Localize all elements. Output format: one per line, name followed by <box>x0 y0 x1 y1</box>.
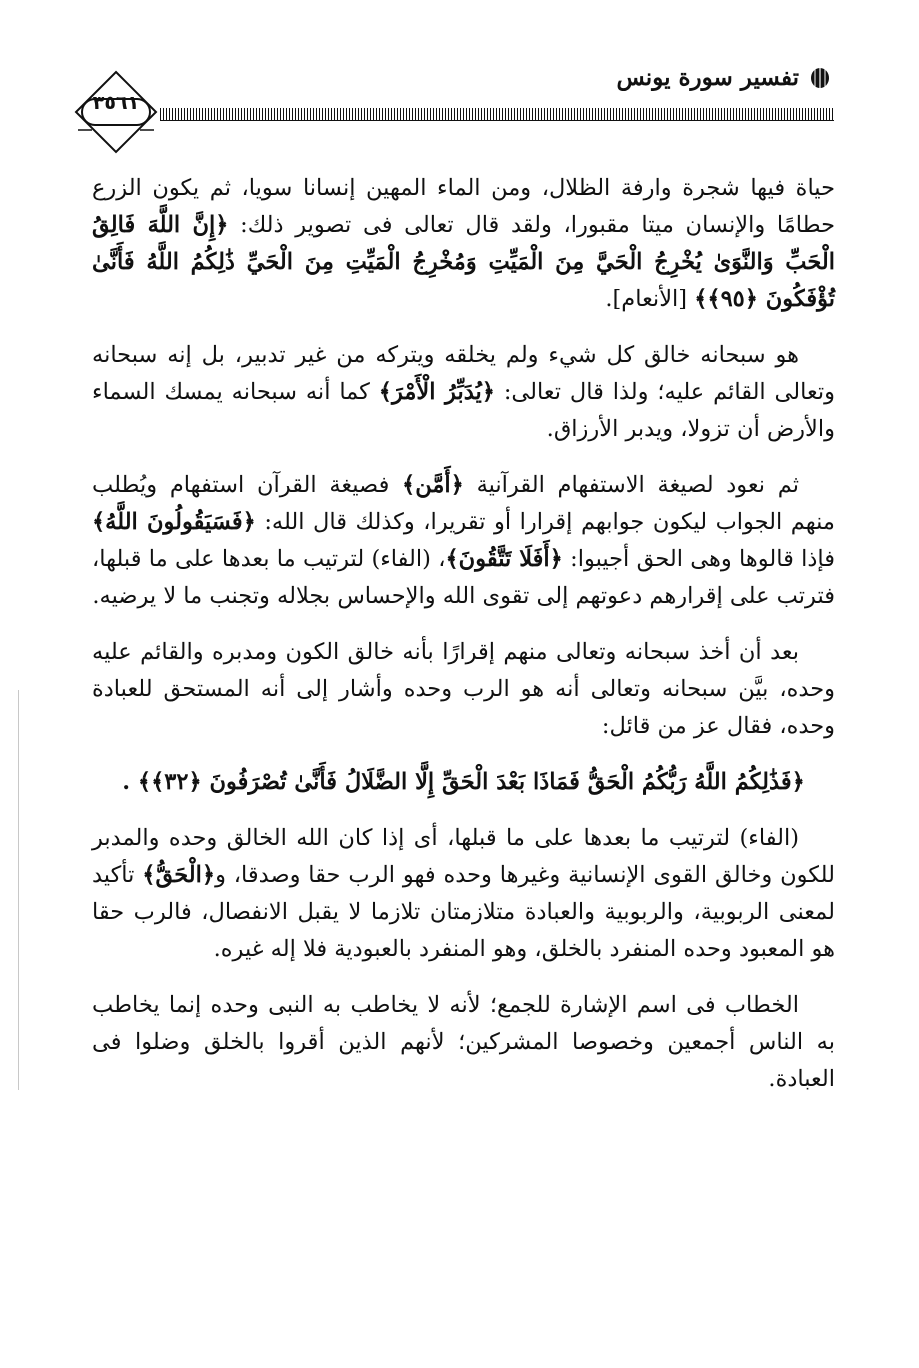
running-title: تفسير سورة يونس <box>616 64 799 91</box>
paragraph-1 <box>92 170 835 318</box>
paragraph-2-text-a: هو سبحانه خالق كل شيء ولم يخلقه ويتركه من غير تدبير، بل إنه سبحانه وتعالى القائم عليه؛ ولذا قال تعالى: <box>92 342 835 405</box>
page-edge-line <box>18 690 19 1090</box>
page-header <box>0 0 919 170</box>
paragraph-3-text-c: فإذا قالوها وهى الحق أجيبوا: <box>562 546 835 572</box>
header-ornament-icon <box>809 66 831 90</box>
quran-quote-alhaqq: ﴿الْحَقُّ﴾ <box>142 862 216 888</box>
page-body <box>92 170 835 1117</box>
paragraph-2 <box>92 337 835 448</box>
header-rule <box>160 108 834 120</box>
paragraph-3-text-b: فصيغة القرآن استفهام ويُطلب منهم الجواب ليكون جوابهم إقرارا أو تقريرا، وكذلك قال الله: <box>92 472 835 535</box>
paragraph-1-text-a: حياة فيها شجرة وارفة الظلال، ومن الماء المهين إنسانا سويا، ثم يكون الزرع حطامًا والإنسان ميتا مقبورا، ولقد قال تعالى فى تصوير ذلك: <box>92 175 835 238</box>
paragraph-1-text-b: [الأنعام]. <box>605 286 695 312</box>
paragraph-6 <box>92 987 835 1098</box>
paragraph-3-text-d: ، (الفاء) لترتيب ما بعدها على ما قبلها، فترتب على إقرارهم دعوتهم إلى تقوى الله والإحساس بجلاله وتجنب ما لا يرضيه. <box>92 546 835 609</box>
quran-quote-anam: ﴿إِنَّ اللَّهَ فَالِقُ الْحَبِّ وَالنَّوَىٰ يُخْرِجُ الْحَيَّ مِنَ الْمَيِّتِ وَمُخْرِجُ الْمَيِّتِ مِنَ الْحَيِّ ذَٰلِكُمُ اللَّهُ فَأَنَّىٰ تُؤْفَكُونَ ﴿٩٥﴾﴾ <box>92 212 835 312</box>
paragraph-3 <box>92 467 835 615</box>
paragraph-5-text-a: (الفاء) لترتيب ما بعدها على ما قبلها، أى إذا كان الله الخالق وحده والمدبر للكون وخالق القوى الإنسانية وغيرها وحده فهو الرب حقا وصدقا، و <box>92 825 835 888</box>
paragraph-5 <box>92 820 835 968</box>
quran-quote-yudabbir: ﴿يُدَبِّرُ الْأَمْرَ﴾ <box>378 379 495 405</box>
page-number: ٣٥٦١ <box>92 92 140 114</box>
quran-quote-amman: ﴿أَمَّن﴾ <box>402 472 464 498</box>
paragraph-6-text: الخطاب فى اسم الإشارة للجمع؛ لأنه لا يخاطب به النبى وحده إنما يخاطب به الناس أجمعين وخصوصا المشركين؛ لأنهم الذين أقروا بالخلق وضلوا فى العبادة. <box>92 992 835 1092</box>
paragraph-3-text-a: ثم نعود لصيغة الاستفهام القرآنية <box>463 472 799 498</box>
paragraph-4-text: بعد أن أخذ سبحانه وتعالى منهم إقرارًا بأنه خالق الكون ومدبره والقائم عليه وحده، بيَّن سبحانه وتعالى أنه هو الرب وحده وأشار إلى أنه المستحق للعبادة وحده، فقال عز من قائل: <box>92 639 835 739</box>
quran-quote-afala: ﴿أَفَلَا تَتَّقُونَ﴾ <box>445 546 563 572</box>
paragraph-5-text-b: تأكيد لمعنى الربوبية، والربوبية والعبادة متلازمتان تلازما لا يقبل الانفصال، فالرب حقا هو المعبود وحده المنفرد بالخلق، وهو المنفرد بالعبودية فلا إله غيره. <box>92 862 835 962</box>
verse-32: ﴿فَذَٰلِكُمُ اللَّهُ رَبُّكُمُ الْحَقُّ فَمَاذَا بَعْدَ الْحَقِّ إِلَّا الضَّلَالُ فَأَنَّىٰ تُصْرَفُونَ ﴿٣٢﴾﴾ . <box>122 769 805 795</box>
quran-quote-fasayaqulun: ﴿فَسَيَقُولُونَ اللَّهُ﴾ <box>92 509 256 535</box>
paragraph-4 <box>92 634 835 745</box>
header-rule-line <box>160 120 834 121</box>
paragraph-2-text-b: كما أنه سبحانه يمسك السماء والأرض أن تزولا، ويدبر الأرزاق. <box>92 379 835 442</box>
